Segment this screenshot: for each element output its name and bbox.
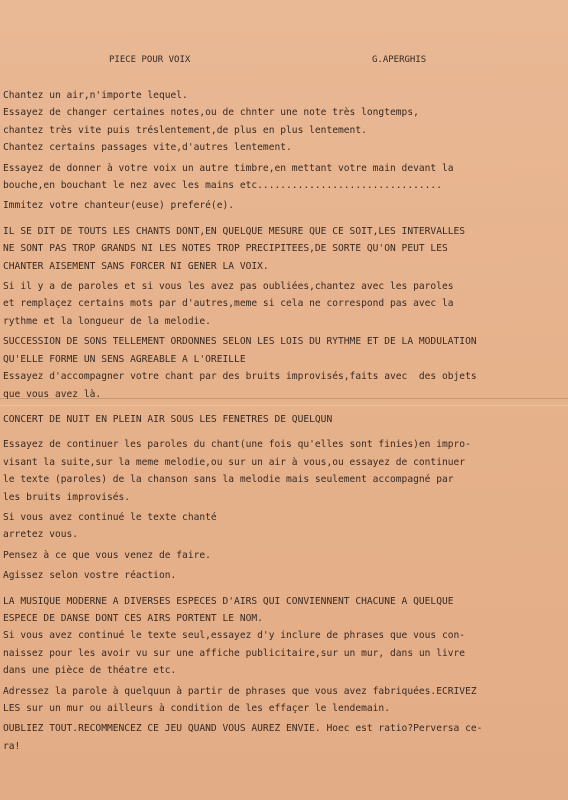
composer-name: G.APERGHIS xyxy=(372,55,427,65)
paragraph xyxy=(3,720,555,755)
piece-title: PIECE POUR VOIX xyxy=(109,55,191,65)
text-line: Immitez votre chanteur(euse) preferé(e). xyxy=(3,200,235,212)
text-line: CHANTER AISEMENT SANS FORCER NI GENER LA VOIX. xyxy=(3,260,269,272)
text-line: les bruits improvisés. xyxy=(3,491,131,503)
text-line: NE SONT PAS TROP GRANDS NI LES NOTES TROP PRECIPITEES,DE SORTE QU'ON PEUT LES xyxy=(3,243,448,255)
text-line: IL SE DIT DE TOUTS LES CHANTS DONT,EN QUELQUE MESURE QUE CE SOIT,LES INTERVALLES xyxy=(3,225,466,237)
text-line: visant la suite,sur la meme melodie,ou sur un air à vous,ou essayez de continuer xyxy=(3,456,466,468)
text-line: Si il y a de paroles et si vous les avez pas oubliées,chantez avec les paroles xyxy=(3,281,454,293)
text-line: Chantez certains passages vite,d'autres lentement. xyxy=(3,142,292,154)
paragraph xyxy=(3,547,555,564)
text-line: rythme et la longueur de la melodie. xyxy=(3,315,211,327)
text-line: Pensez à ce que vous venez de faire. xyxy=(3,549,211,561)
paragraph xyxy=(3,278,555,330)
text-line: LA MUSIQUE MODERNE A DIVERSES ESPECES D'AIRS QUI CONVIENNENT CHACUNE A QUELQUE xyxy=(3,595,454,607)
text-line: Si vous avez continué le texte chanté xyxy=(3,511,217,523)
paragraph xyxy=(3,436,555,506)
text-line: CONCERT DE NUIT EN PLEIN AIR SOUS LES FENETRES DE QUELQUN xyxy=(3,413,333,425)
text-line: ra! xyxy=(3,740,21,752)
text-line: arretez vous. xyxy=(3,529,79,541)
paragraph xyxy=(3,509,555,544)
text-line: que vous avez là. xyxy=(3,388,102,400)
text-line: Essayez de continuer les paroles du chant(une fois qu'elles sont finies)en impro- xyxy=(3,439,471,451)
instruction-text xyxy=(3,87,555,758)
paragraph xyxy=(3,197,555,214)
paragraph xyxy=(3,411,555,428)
text-line: OUBLIEZ TOUT.RECOMMENCEZ CE JEU QUAND VOUS AUREZ ENVIE. Hoec est ratio?Perversa ce- xyxy=(3,723,483,735)
paragraph xyxy=(3,333,555,403)
page-header xyxy=(0,55,568,69)
text-line: chantez très vite puis tréslentement,de plus en plus lentement. xyxy=(3,124,367,136)
paragraph xyxy=(3,223,555,275)
text-line: Chantez un air,n'importe lequel. xyxy=(3,90,188,101)
text-line: Agissez selon vostre réaction. xyxy=(3,570,177,582)
text-line: Essayez d'accompagner votre chant par des bruits improvisés,faits avec des objets xyxy=(3,371,477,383)
paragraph xyxy=(3,683,555,718)
text-line: Essayez de changer certaines notes,ou de chnter une note très longtemps, xyxy=(3,107,419,119)
text-line: bouche,en bouchant le nez avec les mains etc................................ xyxy=(3,180,442,192)
text-line: et remplaçez certains mots par d'autres,meme si cela ne correspond pas avec la xyxy=(3,298,454,310)
text-line: QU'ELLE FORME UN SENS AGREABLE A L'OREILLE xyxy=(3,353,246,365)
text-line: LES sur un mur ou ailleurs à condition de les effaçer le lendemain. xyxy=(3,703,390,714)
text-line: Essayez de donner à votre voix un autre timbre,en mettant votre main devant la xyxy=(3,162,454,174)
text-line: Si vous avez continué le texte seul,essayez d'y inclure de phrases que vous con- xyxy=(3,630,466,642)
text-line: ESPECE DE DANSE DONT CES AIRS PORTENT LE NOM. xyxy=(3,612,263,624)
text-line: naissez pour les avoir vu sur une affiche publicitaire,sur un mur, dans un livre xyxy=(3,647,466,659)
text-line: SUCCESSION DE SONS TELLEMENT ORDONNES SELON LES LOIS DU RYTHME ET DE LA MODULATION xyxy=(3,336,477,348)
paragraph xyxy=(3,593,555,680)
text-line: Adressez la parole à quelquun à partir de phrases que vous avez fabriquées.ECRIVEZ xyxy=(3,685,477,697)
text-line: le texte (paroles) de la chanson sans la melodie mais seulement accompagné par xyxy=(3,474,454,486)
paragraph xyxy=(3,160,555,195)
text-line: dans une pièce de théatre etc. xyxy=(3,665,177,677)
paragraph xyxy=(3,87,555,157)
paragraph xyxy=(3,567,555,584)
